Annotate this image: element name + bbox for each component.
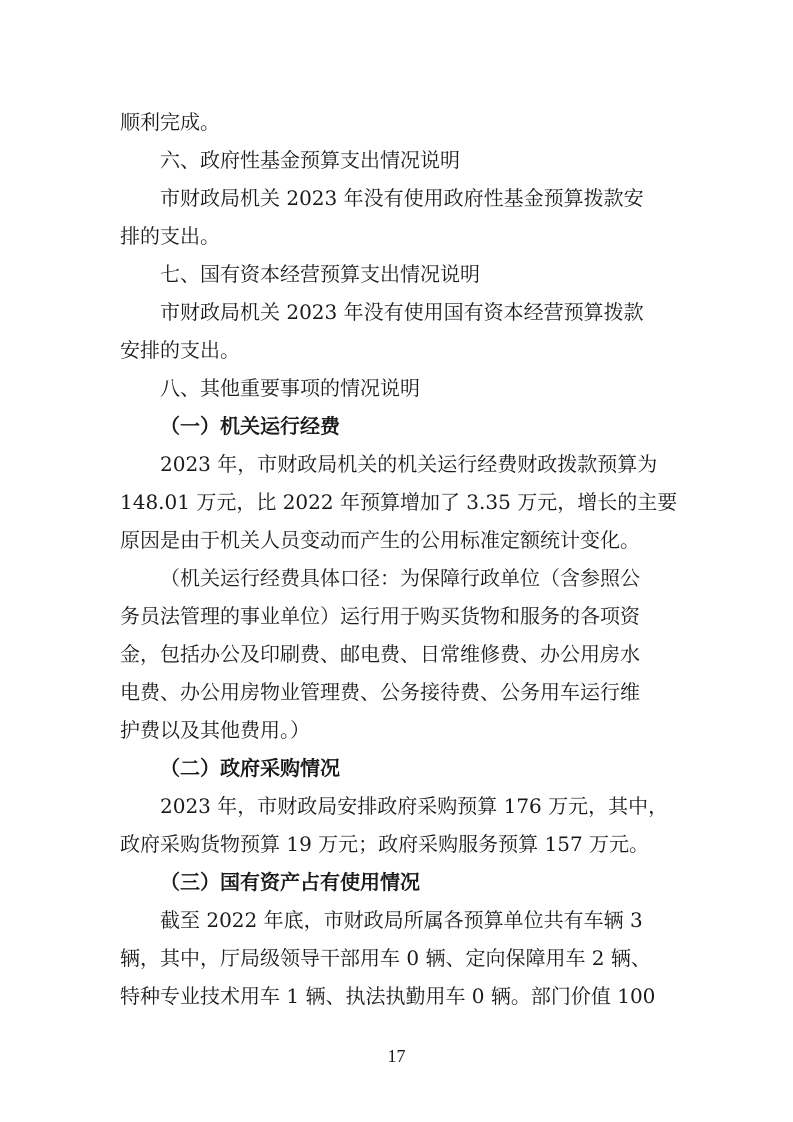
text-line-22: 截至 2022 年底，市财政局所属各预算单位共有车辆 3 [160, 908, 643, 932]
subsection-heading-3: （三）国有资产占有使用情况 [160, 870, 420, 894]
section-heading-8: 八、其他重要事项的情况说明 [160, 376, 420, 400]
text-line-12: 原因是由于机关人员变动而产生的公用标准定额统计变化。 [120, 528, 640, 552]
text-line-11: 148.01 万元，比 2022 年预算增加了 3.35 万元，增长的主要 [120, 490, 678, 514]
section-heading-7: 七、国有资本经营预算支出情况说明 [160, 262, 480, 286]
text-line-20: 政府采购货物预算 19 万元；政府采购服务预算 157 万元。 [120, 832, 650, 856]
section-heading-6: 六、政府性基金预算支出情况说明 [160, 148, 460, 172]
text-line-14: 务员法管理的事业单位）运行用于购买货物和服务的各项资 [120, 604, 640, 628]
text-line-24: 特种专业技术用车 1 辆、执法执勤用车 0 辆。部门价值 100 [120, 984, 656, 1008]
page-number: 17 [387, 1046, 406, 1066]
text-line-7: 安排的支出。 [120, 338, 240, 362]
text-line-10: 2023 年，市财政局机关的机关运行经费财政拨款预算为 [160, 452, 658, 476]
subsection-heading-2: （二）政府采购情况 [160, 756, 340, 780]
text-line-6: 市财政局机关 2023 年没有使用国有资本经营预算拨款 [160, 300, 644, 324]
document-body [120, 103, 680, 1015]
text-line-19: 2023 年，市财政局安排政府采购预算 176 万元，其中， [160, 794, 669, 818]
text-line-17: 护费以及其他费用。） [120, 718, 310, 742]
text-line-16: 电费、办公用房物业管理费、公务接待费、公务用车运行维 [120, 680, 640, 704]
text-line-15: 金，包括办公及印刷费、邮电费、日常维修费、办公用房水 [120, 642, 640, 666]
text-line-23: 辆，其中，厅局级领导干部用车 0 辆、定向保障用车 2 辆、 [120, 946, 651, 970]
text-line-1: 顺利完成。 [120, 110, 220, 134]
subsection-heading-1: （一）机关运行经费 [160, 414, 340, 438]
text-line-3: 市财政局机关 2023 年没有使用政府性基金预算拨款安 [160, 186, 644, 210]
text-line-13: （机关运行经费具体口径：为保障行政单位（含参照公 [160, 566, 640, 590]
text-line-4: 排的支出。 [120, 224, 220, 248]
